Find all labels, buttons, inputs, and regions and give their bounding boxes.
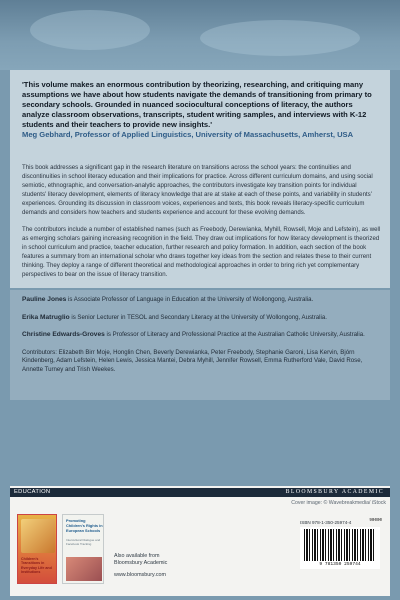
author-name: Erika Matruglio bbox=[22, 313, 70, 321]
author-bio bbox=[22, 296, 382, 305]
cloud-shape bbox=[200, 20, 360, 56]
barcode-bars bbox=[304, 529, 376, 561]
also-available bbox=[114, 553, 167, 567]
publisher-name: BLOOMSBURY ACADEMIC bbox=[285, 489, 384, 495]
author-bio-text: is Associate Professor of Language in Education at the University of Wollongong, Australia. bbox=[66, 296, 314, 303]
author-bio bbox=[22, 314, 382, 323]
also-available-line: Bloomsbury Academic bbox=[114, 560, 168, 566]
description-paragraph: This book addresses a significant gap in the research literature on transitions across the school years: the continuities and discontinuities in school literacy education and their implications for practice. Across different curriculum domains, and using social semiotic, ethnographic, and conversation-analytic approaches, the contributors investigate key transition points for individual students' literacy development, elements of literacy knowledge that are at stake at each of these points, and variability in students' experiences. Grounding its discussion in classroom voices, experiences and texts, this book reveals literacy-specific curriculum demands and considers how teachers and students experience and account for these evolving demands. bbox=[22, 164, 373, 216]
brand-bar bbox=[10, 488, 390, 497]
related-book-title: Promoting Children's Rights in European Schools bbox=[66, 518, 103, 533]
book-cover-illustration bbox=[21, 519, 55, 553]
related-book-title: Children's Transitions in Everyday Life and Institutions bbox=[21, 557, 52, 575]
related-book-subtitle: Intercultural Dialogue and Facebook Tracking bbox=[66, 538, 101, 546]
quote-text: 'This volume makes an enormous contribution by theorizing, researching, and critiquing many assumptions we have about how students navigate the demands of transitioning from primary to secondary schools. Grounded in nuanced sociocultural conceptions of literacy, the authors analyze classroom observations, transcripts, student writing samples, and interviews with K-12 students and their teachers to provide new insights.' bbox=[22, 80, 372, 129]
contributors-list: Contributors: Elizabeth Birr Moje, Honglin Chen, Beverly Derewianka, Peter Freebody, Stephanie Garoni, Lisa Kervin, Bjórn Kindenberg, Adam Lefstein, Helen Lewis, Jessica Mantei, Debra Myhill, Jennifer Rowsell, Emma Rutherford Vale, David Rose, Annette Turney and Trish Weekes. bbox=[22, 348, 363, 373]
author-bios bbox=[22, 296, 382, 375]
category-label: EDUCATION bbox=[14, 489, 51, 495]
cloud-shape bbox=[30, 10, 150, 50]
related-book-cover bbox=[62, 514, 104, 584]
author-name: Christine Edwards-Groves bbox=[22, 331, 105, 339]
book-description bbox=[22, 164, 382, 289]
cover-photo-top bbox=[0, 0, 400, 70]
publisher-website: www.bloomsbury.com bbox=[114, 572, 167, 578]
barcode-digits: 9 781350 259744 bbox=[319, 562, 361, 567]
quote-attribution: Meg Gebhard, Professor of Applied Linguistics, University of Massachusetts, Amherst, USA bbox=[22, 130, 354, 139]
author-name: Pauline Jones bbox=[22, 296, 67, 303]
isbn-text: ISBN 978-1-350-25974-4 bbox=[300, 520, 352, 525]
barcode-addon: 90000 bbox=[369, 519, 382, 523]
description-paragraph: The contributors include a number of established names (such as Freebody, Derewianka, Myhill, Rowsell, Moje and Lefstein), as well as emerging scholars gaining increasing recognition in the field. They draw out implications for how literacy development is theorized in school curriculum and practice, teacher education, further research and policy formation. In addition, each section of the book features a summary from an international scholar who draws together key ideas from the section and relates these to their current thinking. They deploy a range of different theoretical and methodological approaches in order to bring rich yet complementary perspectives to bear on the issue of literacy transition. bbox=[22, 226, 381, 278]
related-book-cover bbox=[17, 514, 57, 584]
author-bio bbox=[22, 331, 382, 340]
also-available-line: Also available from bbox=[114, 553, 160, 559]
cover-image-credit: Cover image: © Wavebreakmedia/ iStock bbox=[291, 500, 386, 506]
author-bio-text: is Professor of Literacy and Professional Practice at the Australian Catholic University, Australia. bbox=[104, 331, 365, 339]
author-bio-text: is Senior Lecturer in TESOL and Secondary Literacy at the University of Wollongong, Australia. bbox=[69, 313, 327, 321]
book-cover-illustration bbox=[66, 557, 102, 581]
endorsement-quote bbox=[22, 80, 382, 140]
